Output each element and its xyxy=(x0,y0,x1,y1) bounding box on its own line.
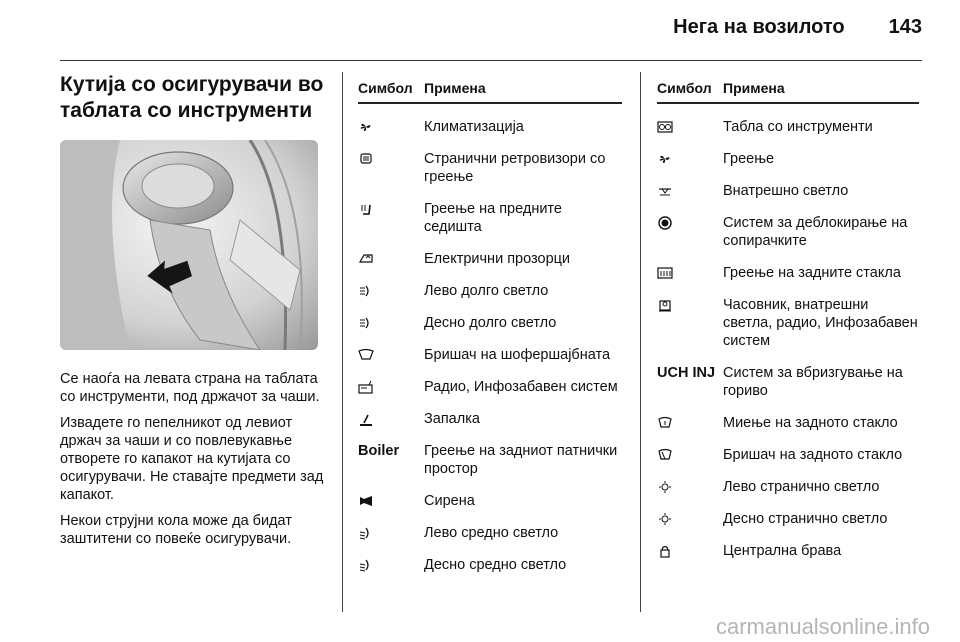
header-use: Примена xyxy=(723,80,785,96)
table-row xyxy=(657,214,919,250)
fuse-table-1 xyxy=(358,80,622,574)
cigarette-lighter-icon xyxy=(358,410,424,428)
low-beam-left-icon xyxy=(358,524,424,542)
usage-text: Запалка xyxy=(424,411,480,427)
symbol-label: UCH INJ xyxy=(657,365,716,381)
usage-text: Греење на задниот патнички простор xyxy=(424,443,618,477)
radio-icon xyxy=(358,378,424,396)
table-row xyxy=(657,364,919,400)
table-row xyxy=(358,250,622,268)
table-row xyxy=(358,282,622,300)
usage-text: Централна брава xyxy=(723,543,842,559)
table-row xyxy=(358,314,622,332)
table-row xyxy=(358,556,622,574)
paragraph-note: Некои струјни кола може да бидат заштитени со повеќе осигурувачи. xyxy=(60,513,292,547)
mirror-heat-icon xyxy=(358,150,424,168)
usage-text: Десно средно светло xyxy=(424,557,567,573)
clock-light-icon xyxy=(657,296,723,314)
side-light-left-icon xyxy=(657,478,723,496)
high-beam-right-icon xyxy=(358,314,424,332)
usage-text: Внатрешно светло xyxy=(723,183,849,199)
usage-text: Систем за вбризгување на гориво xyxy=(723,365,903,399)
usage-text: Десно долго светло xyxy=(424,315,557,331)
table-row xyxy=(657,542,919,560)
table-row xyxy=(358,150,622,186)
symbol-label: Boiler xyxy=(358,443,400,459)
power-window-icon xyxy=(358,250,424,268)
table-row xyxy=(358,118,622,136)
table-row xyxy=(657,264,919,282)
table-row xyxy=(358,200,622,236)
horn-icon xyxy=(358,492,424,510)
table-row xyxy=(657,296,919,350)
abs-icon xyxy=(657,214,723,232)
fan-icon xyxy=(358,118,424,136)
fuse-table-2 xyxy=(657,80,919,560)
rear-washer-icon xyxy=(657,414,723,432)
side-light-right-icon xyxy=(657,510,723,528)
left-column xyxy=(60,72,328,556)
usage-text: Странични ретровизори со греење xyxy=(424,151,606,185)
paragraph-instructions: Извадете го пепелникот од левиот држач за чаши и со повлевукавње отворете го капакот на кутијата со осигурувачи. Не ставајте предмети зад капакот. xyxy=(60,415,324,503)
usage-text: Лево долго светло xyxy=(424,283,549,299)
usage-text: Табла со инструменти xyxy=(723,119,873,135)
usage-text: Греење xyxy=(723,151,775,167)
usage-text: Греење на предните седишта xyxy=(424,201,562,235)
symbol-text xyxy=(358,442,424,460)
low-beam-right-icon xyxy=(358,556,424,574)
table-row xyxy=(358,442,622,478)
usage-text: Греење на задните стакла xyxy=(723,265,901,281)
table-row xyxy=(358,346,622,364)
usage-text: Систем за деблокирање на сопирачките xyxy=(723,215,908,249)
high-beam-left-icon xyxy=(358,282,424,300)
heater-fan-icon xyxy=(657,150,723,168)
table-row xyxy=(657,510,919,528)
central-lock-icon xyxy=(657,542,723,560)
table-row xyxy=(657,478,919,496)
windshield-wiper-icon xyxy=(358,346,424,364)
usage-text: Лево средно светло xyxy=(424,525,559,541)
table-header xyxy=(657,80,919,104)
table-row xyxy=(657,118,919,136)
table-row xyxy=(358,524,622,542)
usage-text: Бришач на задното стакло xyxy=(723,447,903,463)
table-row xyxy=(657,414,919,432)
rear-wiper-icon xyxy=(657,446,723,464)
header-use: Примена xyxy=(424,80,486,96)
page-header xyxy=(673,16,922,39)
watermark: carmanualsonline.info xyxy=(715,614,930,639)
fuse-box-photo xyxy=(60,140,318,350)
header-rule xyxy=(60,60,922,61)
table-row xyxy=(358,378,622,396)
usage-text: Лево странично светло xyxy=(723,479,880,495)
instrument-panel-icon xyxy=(657,118,723,136)
header-title: Нега на возилото xyxy=(673,16,845,38)
page-number: 143 xyxy=(888,16,922,38)
column-divider xyxy=(640,72,641,612)
usage-text: Климатизација xyxy=(424,119,524,135)
interior-light-icon xyxy=(657,182,723,200)
table-row xyxy=(358,410,622,428)
seat-heat-icon xyxy=(358,200,424,218)
symbol-text xyxy=(657,364,723,382)
usage-text: Миење на задното стакло xyxy=(723,415,898,431)
table-header xyxy=(358,80,622,104)
section-title: Кутија со осигурувачи во таблата со инструменти xyxy=(60,73,324,122)
usage-text: Бришач на шофершајбната xyxy=(424,347,611,363)
table-row xyxy=(657,150,919,168)
usage-text: Десно странично светло xyxy=(723,511,888,527)
rear-defrost-icon xyxy=(657,264,723,282)
usage-text: Часовник, внатрешни светла, радио, Инфозабавен систем xyxy=(723,297,918,349)
column-divider xyxy=(342,72,343,612)
usage-text: Сирена xyxy=(424,493,475,509)
header-symbol: Симбол xyxy=(358,80,413,96)
header-symbol: Симбол xyxy=(657,80,712,96)
paragraph-location: Се наоѓа на левата страна на таблата со инструменти, под држачот за чаши. xyxy=(60,371,320,405)
table-row xyxy=(657,446,919,464)
usage-text: Електрични прозорци xyxy=(424,251,571,267)
table-row xyxy=(657,182,919,200)
usage-text: Радио, Инфозабавен систем xyxy=(424,379,618,395)
table-row xyxy=(358,492,622,510)
